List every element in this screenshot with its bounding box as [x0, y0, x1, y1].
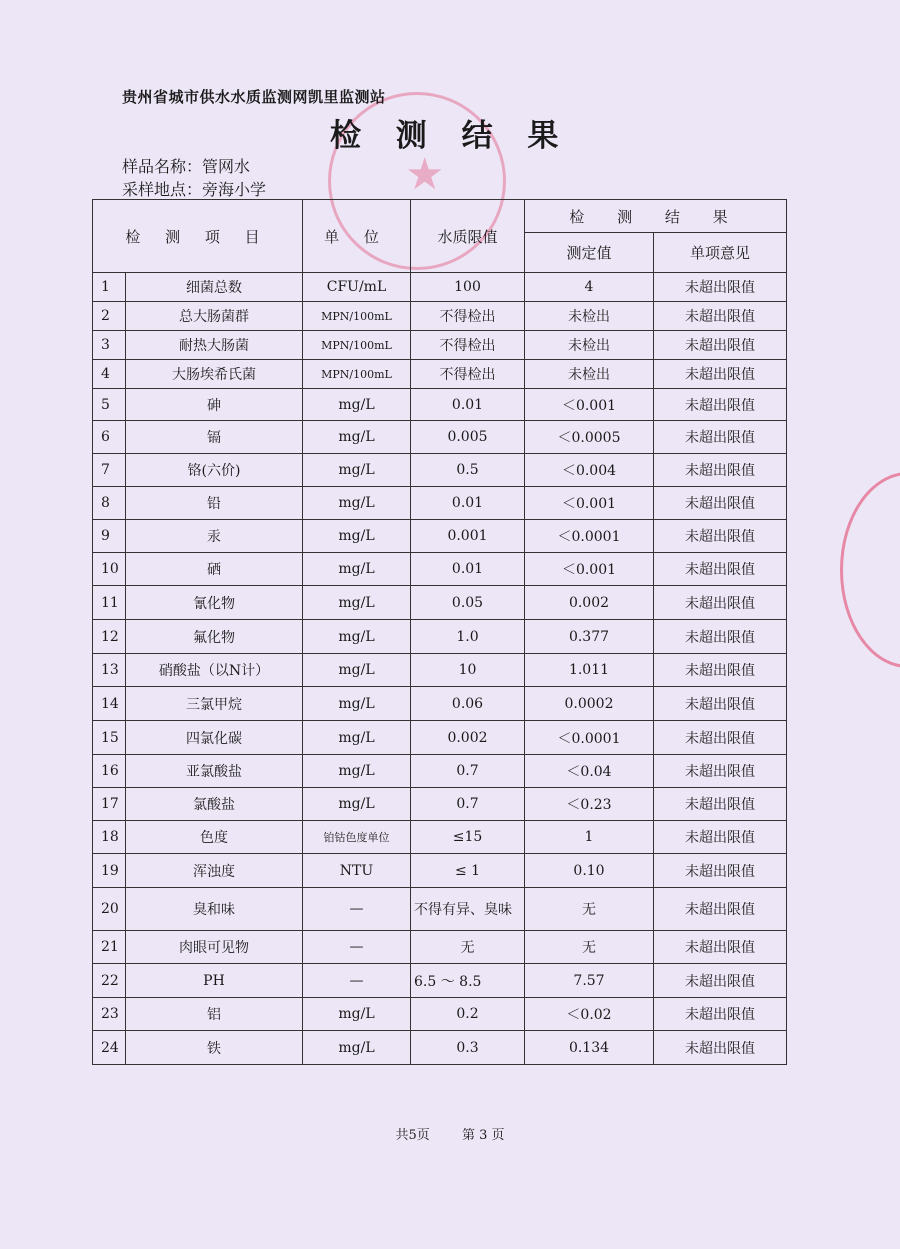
row-opinion: 未超出限值 [654, 964, 787, 998]
row-unit: mg/L [303, 586, 411, 620]
row-value: 无 [525, 931, 654, 964]
table-row [93, 421, 787, 454]
row-item: 铬(六价) [126, 454, 303, 487]
row-limit: 0.7 [411, 788, 525, 821]
row-opinion: 未超出限值 [654, 931, 787, 964]
row-value: ＜0.0005 [525, 421, 654, 454]
row-unit: mg/L [303, 620, 411, 654]
seal-star-icon: ★ [405, 149, 445, 200]
row-limit: 不得检出 [411, 331, 525, 360]
sample-name-label: 样品名称： [122, 157, 203, 176]
row-value: ＜0.23 [525, 788, 654, 821]
table-row [93, 888, 787, 931]
row-limit: 0.01 [411, 487, 525, 520]
table-row [93, 520, 787, 553]
table-row [93, 487, 787, 520]
row-number: 15 [93, 721, 126, 755]
row-opinion: 未超出限值 [654, 854, 787, 888]
row-item: 汞 [126, 520, 303, 553]
side-seal-stamp [840, 472, 900, 668]
row-item: 氰化物 [126, 586, 303, 620]
table-row [93, 331, 787, 360]
row-number: 18 [93, 821, 126, 854]
table-row [93, 654, 787, 687]
row-unit: CFU/mL [303, 273, 411, 302]
row-item: 总大肠菌群 [126, 302, 303, 331]
table-row [93, 687, 787, 721]
row-number: 21 [93, 931, 126, 964]
row-value: 未检出 [525, 302, 654, 331]
row-opinion: 未超出限值 [654, 654, 787, 687]
row-value: 0.0002 [525, 687, 654, 721]
row-number: 6 [93, 421, 126, 454]
row-unit: mg/L [303, 721, 411, 755]
row-number: 23 [93, 998, 126, 1031]
row-unit: mg/L [303, 654, 411, 687]
row-opinion: 未超出限值 [654, 620, 787, 654]
table-row [93, 553, 787, 586]
col-header-item: 检 测 项 目 [93, 200, 303, 273]
row-opinion: 未超出限值 [654, 788, 787, 821]
table-row [93, 755, 787, 788]
row-unit: mg/L [303, 520, 411, 553]
row-opinion: 未超出限值 [654, 454, 787, 487]
row-number: 19 [93, 854, 126, 888]
row-opinion: 未超出限值 [654, 273, 787, 302]
row-number: 11 [93, 586, 126, 620]
row-unit: — [303, 888, 411, 931]
row-value: ＜0.0001 [525, 520, 654, 553]
row-value: 7.57 [525, 964, 654, 998]
row-item: 色度 [126, 821, 303, 854]
table-row [93, 964, 787, 998]
row-opinion: 未超出限值 [654, 389, 787, 421]
row-number: 9 [93, 520, 126, 553]
row-item: 三氯甲烷 [126, 687, 303, 721]
row-unit: mg/L [303, 755, 411, 788]
row-item: 亚氯酸盐 [126, 755, 303, 788]
row-limit: 0.01 [411, 389, 525, 421]
col-header-measured: 测定值 [525, 233, 654, 273]
row-unit: NTU [303, 854, 411, 888]
row-number: 13 [93, 654, 126, 687]
row-item: 耐热大肠菌 [126, 331, 303, 360]
row-opinion: 未超出限值 [654, 755, 787, 788]
row-number: 12 [93, 620, 126, 654]
row-item: 铁 [126, 1031, 303, 1065]
row-limit: 不得检出 [411, 360, 525, 389]
row-unit: 铂钴色度单位 [303, 821, 411, 854]
table-row [93, 360, 787, 389]
row-item: 铅 [126, 487, 303, 520]
row-value: 4 [525, 273, 654, 302]
row-opinion: 未超出限值 [654, 421, 787, 454]
table-row [93, 1031, 787, 1065]
current-page: 第 3 页 [461, 1128, 505, 1143]
row-value: 0.377 [525, 620, 654, 654]
row-limit: 0.06 [411, 687, 525, 721]
row-opinion: 未超出限值 [654, 821, 787, 854]
table-row [93, 721, 787, 755]
row-value: 0.10 [525, 854, 654, 888]
row-value: ＜0.001 [525, 487, 654, 520]
row-unit: MPN/100mL [303, 302, 411, 331]
table-row [93, 931, 787, 964]
row-number: 7 [93, 454, 126, 487]
row-limit: 10 [411, 654, 525, 687]
row-limit: ≤15 [411, 821, 525, 854]
row-opinion: 未超出限值 [654, 586, 787, 620]
table-row [93, 302, 787, 331]
table-row [93, 788, 787, 821]
row-opinion: 未超出限值 [654, 302, 787, 331]
row-opinion: 未超出限值 [654, 520, 787, 553]
table-row [93, 620, 787, 654]
organization-name: 贵州省城市供水水质监测网凯里监测站 [122, 88, 386, 106]
row-opinion: 未超出限值 [654, 721, 787, 755]
row-limit: 无 [411, 931, 525, 964]
row-number: 8 [93, 487, 126, 520]
sampling-site-value: 旁海小学 [202, 180, 267, 199]
row-number: 3 [93, 331, 126, 360]
row-number: 10 [93, 553, 126, 586]
sample-name-value: 管网水 [202, 157, 251, 176]
row-item: 硒 [126, 553, 303, 586]
table-row [93, 586, 787, 620]
row-limit: 0.2 [411, 998, 525, 1031]
row-limit: 1.0 [411, 620, 525, 654]
row-opinion: 未超出限值 [654, 487, 787, 520]
row-item: 镉 [126, 421, 303, 454]
row-item: 臭和味 [126, 888, 303, 931]
sampling-site-label: 采样地点： [122, 180, 203, 199]
page-title: 检 测 结 果 [330, 118, 571, 154]
col-header-results: 检 测 结 果 [525, 200, 787, 233]
row-item: 浑浊度 [126, 854, 303, 888]
row-unit: mg/L [303, 421, 411, 454]
row-opinion: 未超出限值 [654, 1031, 787, 1065]
sampling-site [122, 177, 266, 200]
table-row [93, 998, 787, 1031]
row-value: 0.134 [525, 1031, 654, 1065]
row-item: 大肠埃希氏菌 [126, 360, 303, 389]
row-value: 无 [525, 888, 654, 931]
row-limit: 不得检出 [411, 302, 525, 331]
row-unit: mg/L [303, 553, 411, 586]
row-number: 24 [93, 1031, 126, 1065]
table-row [93, 821, 787, 854]
total-pages: 共5页 [395, 1128, 430, 1143]
row-number: 1 [93, 273, 126, 302]
row-item: 铝 [126, 998, 303, 1031]
row-limit: 0.05 [411, 586, 525, 620]
page-footer [0, 1124, 900, 1143]
row-number: 14 [93, 687, 126, 721]
row-opinion: 未超出限值 [654, 687, 787, 721]
row-item: PH [126, 964, 303, 998]
table-row [93, 854, 787, 888]
table-row [93, 454, 787, 487]
row-number: 5 [93, 389, 126, 421]
row-limit: 6.5 ～ 8.5 [411, 964, 525, 998]
row-value: ＜0.04 [525, 755, 654, 788]
row-unit: mg/L [303, 389, 411, 421]
row-value: 0.002 [525, 586, 654, 620]
row-number: 4 [93, 360, 126, 389]
row-value: ＜0.0001 [525, 721, 654, 755]
row-limit: 0.3 [411, 1031, 525, 1065]
row-value: ＜0.02 [525, 998, 654, 1031]
row-value: 1 [525, 821, 654, 854]
row-number: 17 [93, 788, 126, 821]
row-limit: ≤ 1 [411, 854, 525, 888]
row-item: 氯酸盐 [126, 788, 303, 821]
row-unit: mg/L [303, 454, 411, 487]
row-limit: 0.005 [411, 421, 525, 454]
row-limit: 100 [411, 273, 525, 302]
row-opinion: 未超出限值 [654, 998, 787, 1031]
row-item: 砷 [126, 389, 303, 421]
row-opinion: 未超出限值 [654, 553, 787, 586]
row-unit: — [303, 964, 411, 998]
sample-name [122, 154, 250, 177]
row-limit: 不得有异、臭味 [411, 888, 525, 931]
row-unit: mg/L [303, 687, 411, 721]
row-unit: mg/L [303, 998, 411, 1031]
row-number: 20 [93, 888, 126, 931]
row-unit: MPN/100mL [303, 331, 411, 360]
row-opinion: 未超出限值 [654, 331, 787, 360]
row-opinion: 未超出限值 [654, 360, 787, 389]
row-value: 1.011 [525, 654, 654, 687]
row-number: 2 [93, 302, 126, 331]
row-value: ＜0.001 [525, 389, 654, 421]
results-table [92, 199, 787, 1065]
row-value: 未检出 [525, 331, 654, 360]
row-value: ＜0.004 [525, 454, 654, 487]
row-opinion: 未超出限值 [654, 888, 787, 931]
row-unit: mg/L [303, 487, 411, 520]
row-limit: 0.002 [411, 721, 525, 755]
col-header-unit: 单 位 [303, 200, 411, 273]
row-item: 细菌总数 [126, 273, 303, 302]
row-unit: MPN/100mL [303, 360, 411, 389]
table-row [93, 273, 787, 302]
row-item: 氟化物 [126, 620, 303, 654]
row-limit: 0.5 [411, 454, 525, 487]
row-value: ＜0.001 [525, 553, 654, 586]
row-unit: — [303, 931, 411, 964]
col-header-limit: 水质限值 [411, 200, 525, 273]
row-limit: 0.001 [411, 520, 525, 553]
table-row [93, 389, 787, 421]
row-item: 肉眼可见物 [126, 931, 303, 964]
row-unit: mg/L [303, 1031, 411, 1065]
row-number: 16 [93, 755, 126, 788]
col-header-opinion: 单项意见 [654, 233, 787, 273]
results-table-body [93, 273, 787, 1065]
row-limit: 0.7 [411, 755, 525, 788]
row-item: 硝酸盐（以N计） [126, 654, 303, 687]
row-unit: mg/L [303, 788, 411, 821]
row-limit: 0.01 [411, 553, 525, 586]
row-item: 四氯化碳 [126, 721, 303, 755]
row-number: 22 [93, 964, 126, 998]
row-value: 未检出 [525, 360, 654, 389]
